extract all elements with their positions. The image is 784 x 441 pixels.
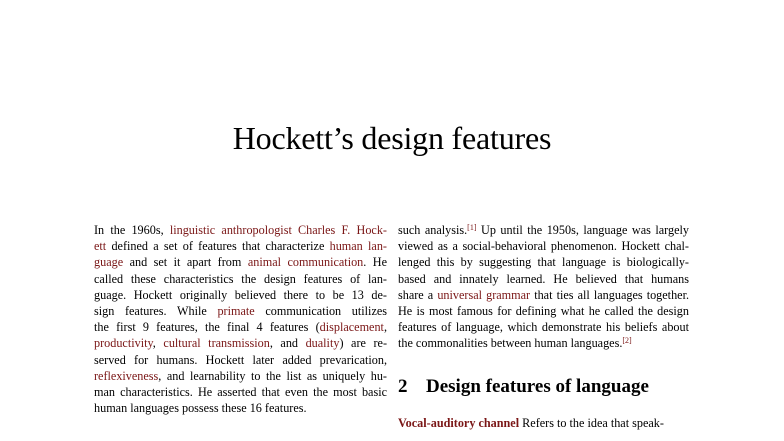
text-line (94, 222, 387, 238)
wiki-link[interactable]: primate (217, 303, 255, 318)
text-line (94, 287, 387, 303)
citation-ref[interactable]: [2] (622, 336, 632, 346)
wiki-link[interactable]: human lan- (329, 239, 387, 254)
text-run: In the 1960s, (94, 223, 170, 237)
section-title: Design features of language (426, 376, 649, 397)
text-run: . He (363, 255, 387, 270)
text-line (94, 254, 387, 270)
right-column (398, 222, 689, 352)
text-run: , and learnability to the list as uniquely hu- (158, 368, 387, 383)
term-vocal-auditory-channel[interactable]: Vocal-auditory channel (398, 416, 520, 430)
text-run: guage. Hockett originally believed there to be 13 de- (94, 287, 387, 302)
section-heading (398, 374, 649, 400)
text-line (94, 271, 387, 287)
paragraph-text: Refers to the idea that speak- (519, 416, 664, 430)
wiki-link[interactable]: displacement (319, 320, 384, 335)
wiki-link[interactable]: linguistic anthropologist (169, 223, 292, 237)
text-run: communication utilizes (254, 303, 388, 318)
text-run: and set it apart from (123, 255, 248, 270)
text-run: defined a set of features that characterize (106, 239, 330, 254)
text-line (94, 352, 387, 368)
text-line (94, 368, 387, 384)
text-line (398, 319, 689, 335)
text-run: that ties all languages together. (530, 287, 689, 302)
text-run: share a (398, 287, 438, 302)
wiki-link[interactable]: reflexiveness (94, 368, 159, 383)
text-line (94, 400, 387, 416)
text-line (94, 335, 387, 351)
text-run: such analysis. (398, 223, 468, 237)
wiki-link[interactable]: productivity (94, 336, 153, 351)
text-run: Up until the 1950s, language was largely (476, 223, 689, 237)
citation-ref[interactable]: [1] (467, 223, 477, 232)
text-run: He is most famous for defining what he called the design (398, 303, 689, 318)
page-title: Hockett’s design features (232, 120, 552, 156)
text-line (94, 238, 387, 254)
text-line (94, 384, 387, 400)
text-run: lenged this by suggesting that language is biologically- (398, 255, 689, 270)
wiki-link[interactable]: animal communication (247, 255, 364, 270)
text-line (398, 287, 689, 303)
text-run: man characteristics. He asserted that even the most basic (94, 384, 387, 399)
text-line (94, 303, 387, 319)
section-number: 2 (398, 376, 408, 397)
text-run: based and innately learned. He believed that humans (398, 271, 689, 286)
wiki-link[interactable]: ett (94, 239, 107, 254)
wiki-link[interactable]: cultural transmission (163, 336, 270, 351)
text-line (94, 319, 387, 335)
wiki-link[interactable]: Charles F. Hock- (298, 223, 387, 237)
text-run: the first 9 features, the final 4 features ( (94, 320, 320, 335)
text-run: , (152, 336, 164, 351)
text-run: sign features. While (94, 303, 218, 318)
text-run: , and (269, 336, 306, 351)
text-run: , (383, 320, 387, 335)
text-line (398, 238, 689, 254)
wiki-link[interactable]: universal grammar (437, 287, 531, 302)
text-line (398, 335, 689, 351)
text-run: called these characteristics the design features of lan- (94, 271, 387, 286)
next-paragraph (398, 415, 689, 431)
text-line (398, 271, 689, 287)
text-run: served for humans. Hockett later added prevarication, (94, 352, 387, 367)
text-line (398, 222, 689, 238)
text-run: features of language, which demonstrate his beliefs about (398, 320, 689, 335)
wiki-link[interactable]: duality (305, 336, 340, 351)
wiki-link[interactable]: guage (94, 255, 124, 270)
text-line (398, 303, 689, 319)
text-run: human languages possess these 16 features. (94, 401, 307, 416)
left-column (94, 222, 387, 416)
text-run: ) are re- (339, 336, 388, 351)
text-run: the commonalities between human languages. (398, 336, 623, 351)
text-run: viewed as a social-behavioral phenomenon. Hockett chal- (398, 239, 689, 254)
text-line (398, 254, 689, 270)
